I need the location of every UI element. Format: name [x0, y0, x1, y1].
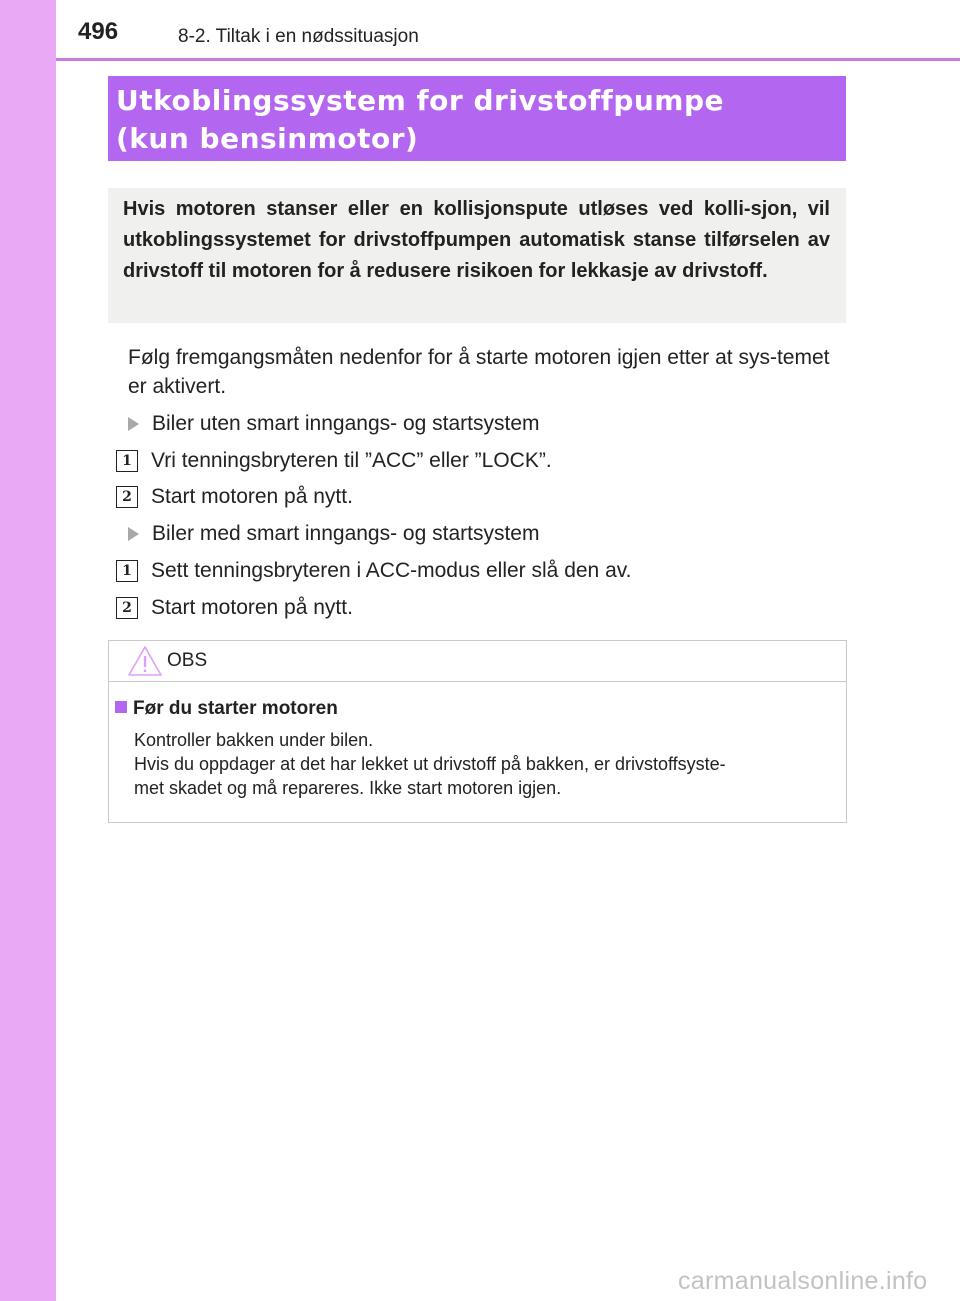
intro-box: [108, 188, 846, 323]
obs-subheading-label: Før du starter motoren: [133, 698, 338, 719]
intro-text: Hvis motoren stanser eller en kollisjonspute utløses ved kolli-sjon, vil utkoblingssystemet for drivstoffpumpen automatisk stanse tilførselen av drivstoff til motoren for å redusere risikoen for lekkasje av drivstoff.: [123, 198, 830, 282]
watermark: carmanualsonline.info: [678, 1267, 928, 1295]
page-number: 496: [78, 18, 119, 45]
warning-triangle-icon: [127, 645, 163, 677]
step-text: Sett tenningsbryteren i ACC-modus eller slå den av.: [151, 559, 632, 582]
section-title-line-1: Utkoblingssystem for drivstoffpumpe: [116, 84, 725, 117]
square-bullet-icon: [115, 701, 127, 713]
step-number-badge: 1: [116, 560, 138, 582]
step-item: [116, 556, 632, 585]
step-number-badge: 2: [116, 597, 138, 619]
section-title: [108, 76, 846, 161]
arrow-right-icon: [128, 417, 139, 431]
obs-text: [134, 728, 834, 800]
obs-text-line: Kontroller bakken under bilen.: [134, 730, 374, 750]
step-item: [116, 482, 353, 511]
subheading-label: Biler uten smart inngangs- og startsystem: [152, 412, 540, 435]
chapter-label: 8-2. Tiltak i en nødssituasjon: [178, 26, 419, 47]
step-text: Start motoren på nytt.: [151, 596, 353, 619]
step-number-badge: 1: [116, 450, 138, 472]
body-paragraph: Følg fremgangsmåten nedenfor for å starte motoren igjen etter at sys-temet er aktivert.: [128, 346, 830, 398]
obs-box: [108, 640, 847, 823]
obs-text-line: met skadet og må repareres. Ikke start motoren igjen.: [134, 778, 562, 798]
step-item: [116, 446, 552, 475]
obs-label: OBS: [167, 650, 208, 671]
obs-header: [109, 641, 846, 682]
step-item: [116, 593, 353, 622]
subheading-label: Biler med smart inngangs- og startsystem: [152, 522, 540, 545]
step-text: Start motoren på nytt.: [151, 485, 353, 508]
step-number-badge: 2: [116, 486, 138, 508]
obs-subheading: [115, 698, 338, 720]
subheading-without-smart-system: [128, 409, 540, 438]
subheading-with-smart-system: [128, 519, 539, 548]
obs-text-line: Hvis du oppdager at det har lekket ut drivstoff på bakken, er drivstoffsyste-: [134, 754, 726, 774]
section-title-line-2: (kun bensinmotor): [116, 122, 419, 155]
page-header: [56, 0, 960, 61]
step-text: Vri tenningsbryteren til ”ACC” eller ”LOCK”.: [151, 449, 552, 472]
chapter-side-strip: [0, 0, 56, 1301]
arrow-right-icon: [128, 527, 139, 541]
